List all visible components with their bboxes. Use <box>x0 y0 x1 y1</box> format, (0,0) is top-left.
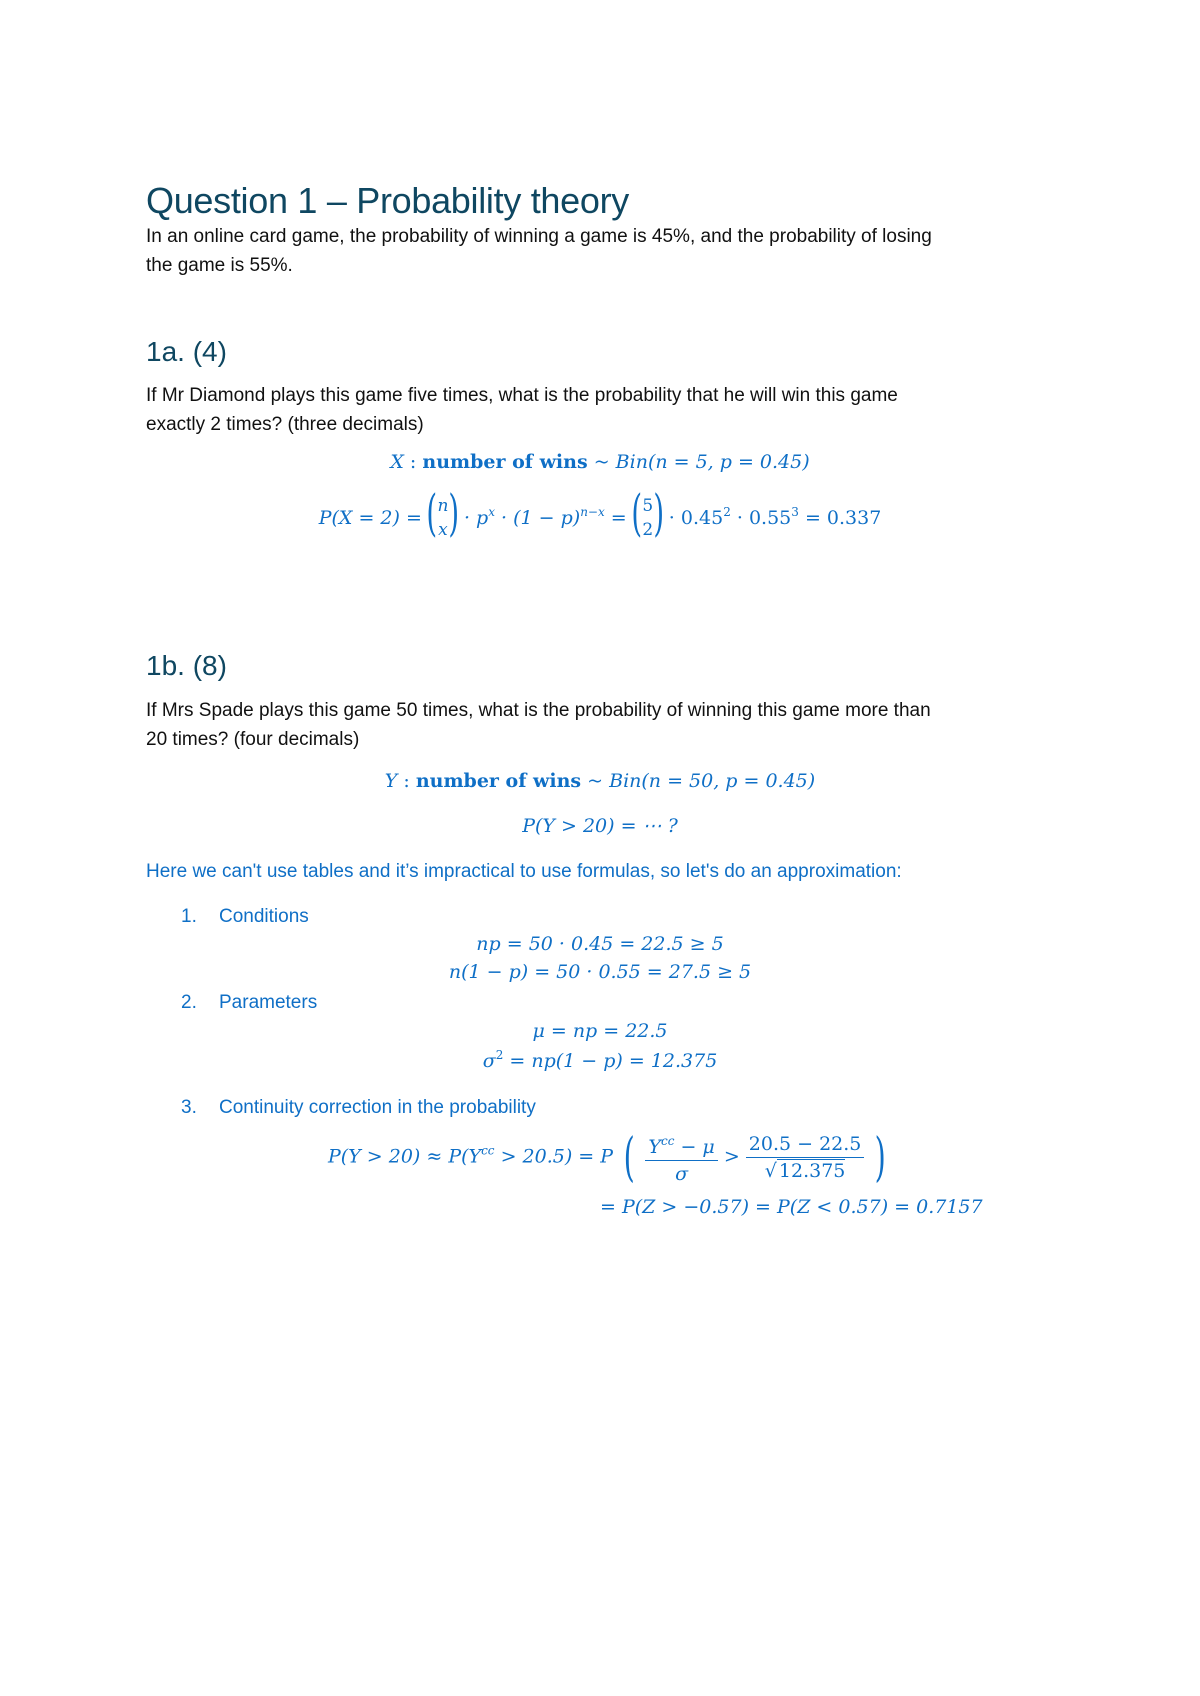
binomial-coefficient-52: ( 5 2 ) <box>631 484 665 542</box>
standardization-fraction: $\frac{Y^{cc} - \mu}{\sigma}$ <box>645 1128 717 1187</box>
equation-binomial-probability: P(X = 2) = ( n x ) · $p^x \cdot (1 - p)^{n-x}$ = ( 5 2 ) · $0.45^2 \cdot 0.55^3 = 0.337$ <box>318 484 882 542</box>
list-item-parameters: 2. Parameters <box>181 992 318 1013</box>
parameter-mu: μ = np = 22.5 <box>532 1020 668 1042</box>
approximation-note: Here we can't use tables and it’s impractical to use formulas, so let's do an approximation: <box>146 861 902 882</box>
q1b-text-line-1: If Mrs Spade plays this game 50 times, what is the probability of winning this game more than <box>146 700 931 721</box>
equation-x-distribution: X : number of wins ~ Bin(n = 5, p = 0.45) <box>390 451 810 473</box>
q1a-text-line-1: If Mr Diamond plays this game five times, what is the probability that he will win this game <box>146 385 898 406</box>
binomial-coefficient-nx: ( n x ) <box>426 484 460 542</box>
condition-np: np = 50 · 0.45 = 22.5 ≥ 5 <box>476 933 724 955</box>
equation-y-greater-20: P(Y > 20) = ⋯ ? <box>522 815 678 837</box>
equation-continuity-correction: $P(Y > 20) \approx P(Y^{cc} > 20.5) = P$ ( $\frac{Y^{cc} - \mu}{\sigma}$ > $\frac{20.5 - 22.5}{√ 12.375}$ ) <box>328 1127 887 1188</box>
q1b-text-line-2: 20 times? (four decimals) <box>146 729 360 750</box>
q1a-text-line-2: exactly 2 times? (three decimals) <box>146 414 424 435</box>
heading-1b: 1b. (8) <box>146 650 227 681</box>
intro-line-1: In an online card game, the probability of winning a game is 45%, and the probability of losing <box>146 226 932 247</box>
list-item-continuity-correction: 3. Continuity correction in the probability <box>181 1097 536 1118</box>
equation-y-distribution: Y : number of wins ~ Bin(n = 50, p = 0.45) <box>384 770 816 792</box>
z-score-fraction: $\frac{20.5 - 22.5}{√ 12.375}$ <box>746 1131 865 1184</box>
intro-line-2: the game is 55%. <box>146 255 293 276</box>
list-item-conditions: 1. Conditions <box>181 906 309 927</box>
heading-1a: 1a. (4) <box>146 336 227 367</box>
parameter-sigma-squared: $\sigma^2 = np(1 - p) = 12.375$ <box>482 1048 718 1072</box>
page-title: Question 1 – Probability theory <box>146 180 629 221</box>
condition-n-one-minus-p: n(1 − p) = 50 · 0.55 = 27.5 ≥ 5 <box>448 961 752 983</box>
equation-final-result: = P(Z > −0.57) = P(Z < 0.57) = 0.7157 <box>600 1196 983 1218</box>
